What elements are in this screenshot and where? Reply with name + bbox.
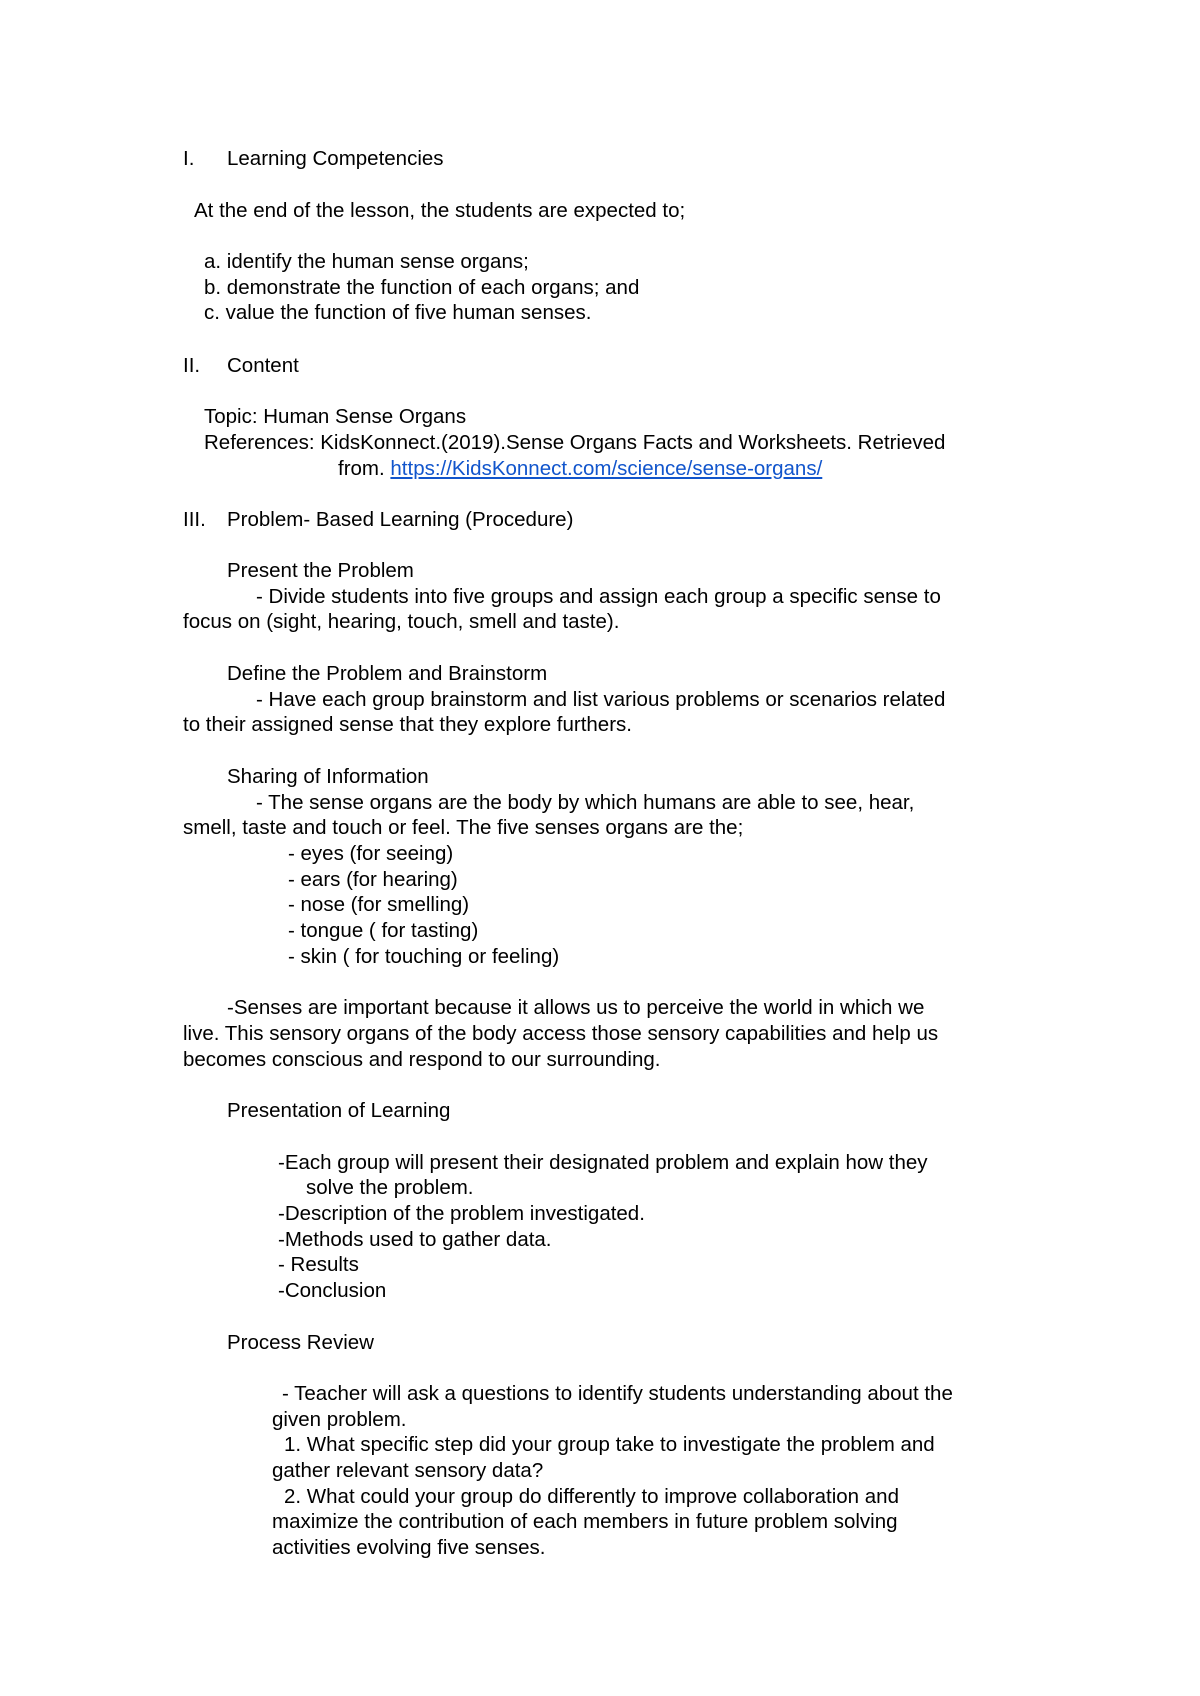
body-text: smell, taste and touch or feel. The five senses organs are the; bbox=[183, 816, 744, 839]
body-text: -Each group will present their designated problem and explain how they bbox=[278, 1151, 928, 1174]
section-numeral: III. bbox=[183, 508, 206, 531]
subheading: Sharing of Information bbox=[227, 765, 429, 788]
body-text: -Methods used to gather data. bbox=[278, 1228, 552, 1251]
body-text: - The sense organs are the body by which humans are able to see, hear, bbox=[256, 791, 915, 814]
competencies-intro: At the end of the lesson, the students are expected to; bbox=[194, 199, 686, 222]
section-numeral: I. bbox=[183, 147, 195, 170]
body-text: live. This sensory organs of the body access those sensory capabilities and help us bbox=[183, 1022, 939, 1045]
organ-item: - eyes (for seeing) bbox=[288, 842, 454, 865]
competency-item: b. demonstrate the function of each organs; and bbox=[204, 276, 640, 299]
body-text: - Have each group brainstorm and list various problems or scenarios related bbox=[256, 688, 946, 711]
organ-item: - ears (for hearing) bbox=[288, 868, 458, 891]
section-title: Learning Competencies bbox=[227, 147, 444, 170]
subheading: Present the Problem bbox=[227, 559, 414, 582]
review-question: maximize the contribution of each members in future problem solving bbox=[272, 1510, 898, 1533]
references-from-label: from. bbox=[338, 457, 391, 480]
review-question: activities evolving five senses. bbox=[272, 1536, 546, 1559]
subheading: Presentation of Learning bbox=[227, 1099, 451, 1122]
subheading: Define the Problem and Brainstorm bbox=[227, 662, 548, 685]
content-references: References: KidsKonnect.(2019).Sense Organs Facts and Worksheets. Retrieved bbox=[204, 431, 946, 454]
content-topic: Topic: Human Sense Organs bbox=[204, 405, 467, 428]
body-text: to their assigned sense that they explore furthers. bbox=[183, 713, 632, 736]
content-references-source bbox=[338, 457, 822, 481]
review-question: 2. What could your group do differently to improve collaboration and bbox=[284, 1485, 899, 1508]
competency-item: a. identify the human sense organs; bbox=[204, 250, 529, 273]
body-text: - Teacher will ask a questions to identify students understanding about the bbox=[282, 1382, 953, 1405]
body-text: given problem. bbox=[272, 1408, 407, 1431]
body-text: focus on (sight, hearing, touch, smell and taste). bbox=[183, 610, 620, 633]
section-title: Content bbox=[227, 354, 299, 377]
review-question: gather relevant sensory data? bbox=[272, 1459, 544, 1482]
body-text: -Description of the problem investigated. bbox=[278, 1202, 645, 1225]
references-link[interactable]: https://KidsKonnect.com/science/sense-organs/ bbox=[390, 457, 823, 480]
body-text: -Conclusion bbox=[278, 1279, 387, 1302]
organ-item: - nose (for smelling) bbox=[288, 893, 470, 916]
subheading: Process Review bbox=[227, 1331, 374, 1354]
competency-item: c. value the function of five human senses. bbox=[204, 301, 592, 324]
body-text: solve the problem. bbox=[306, 1176, 474, 1199]
section-numeral: II. bbox=[183, 354, 201, 377]
body-text: - Results bbox=[278, 1253, 359, 1276]
organ-item: - tongue ( for tasting) bbox=[288, 919, 479, 942]
section-title: Problem- Based Learning (Procedure) bbox=[227, 508, 574, 531]
review-question: 1. What specific step did your group take to investigate the problem and bbox=[284, 1433, 935, 1456]
body-text: -Senses are important because it allows us to perceive the world in which we bbox=[227, 996, 925, 1019]
organ-item: - skin ( for touching or feeling) bbox=[288, 945, 560, 968]
body-text: - Divide students into five groups and assign each group a specific sense to bbox=[256, 585, 941, 608]
body-text: becomes conscious and respond to our surrounding. bbox=[183, 1048, 661, 1071]
